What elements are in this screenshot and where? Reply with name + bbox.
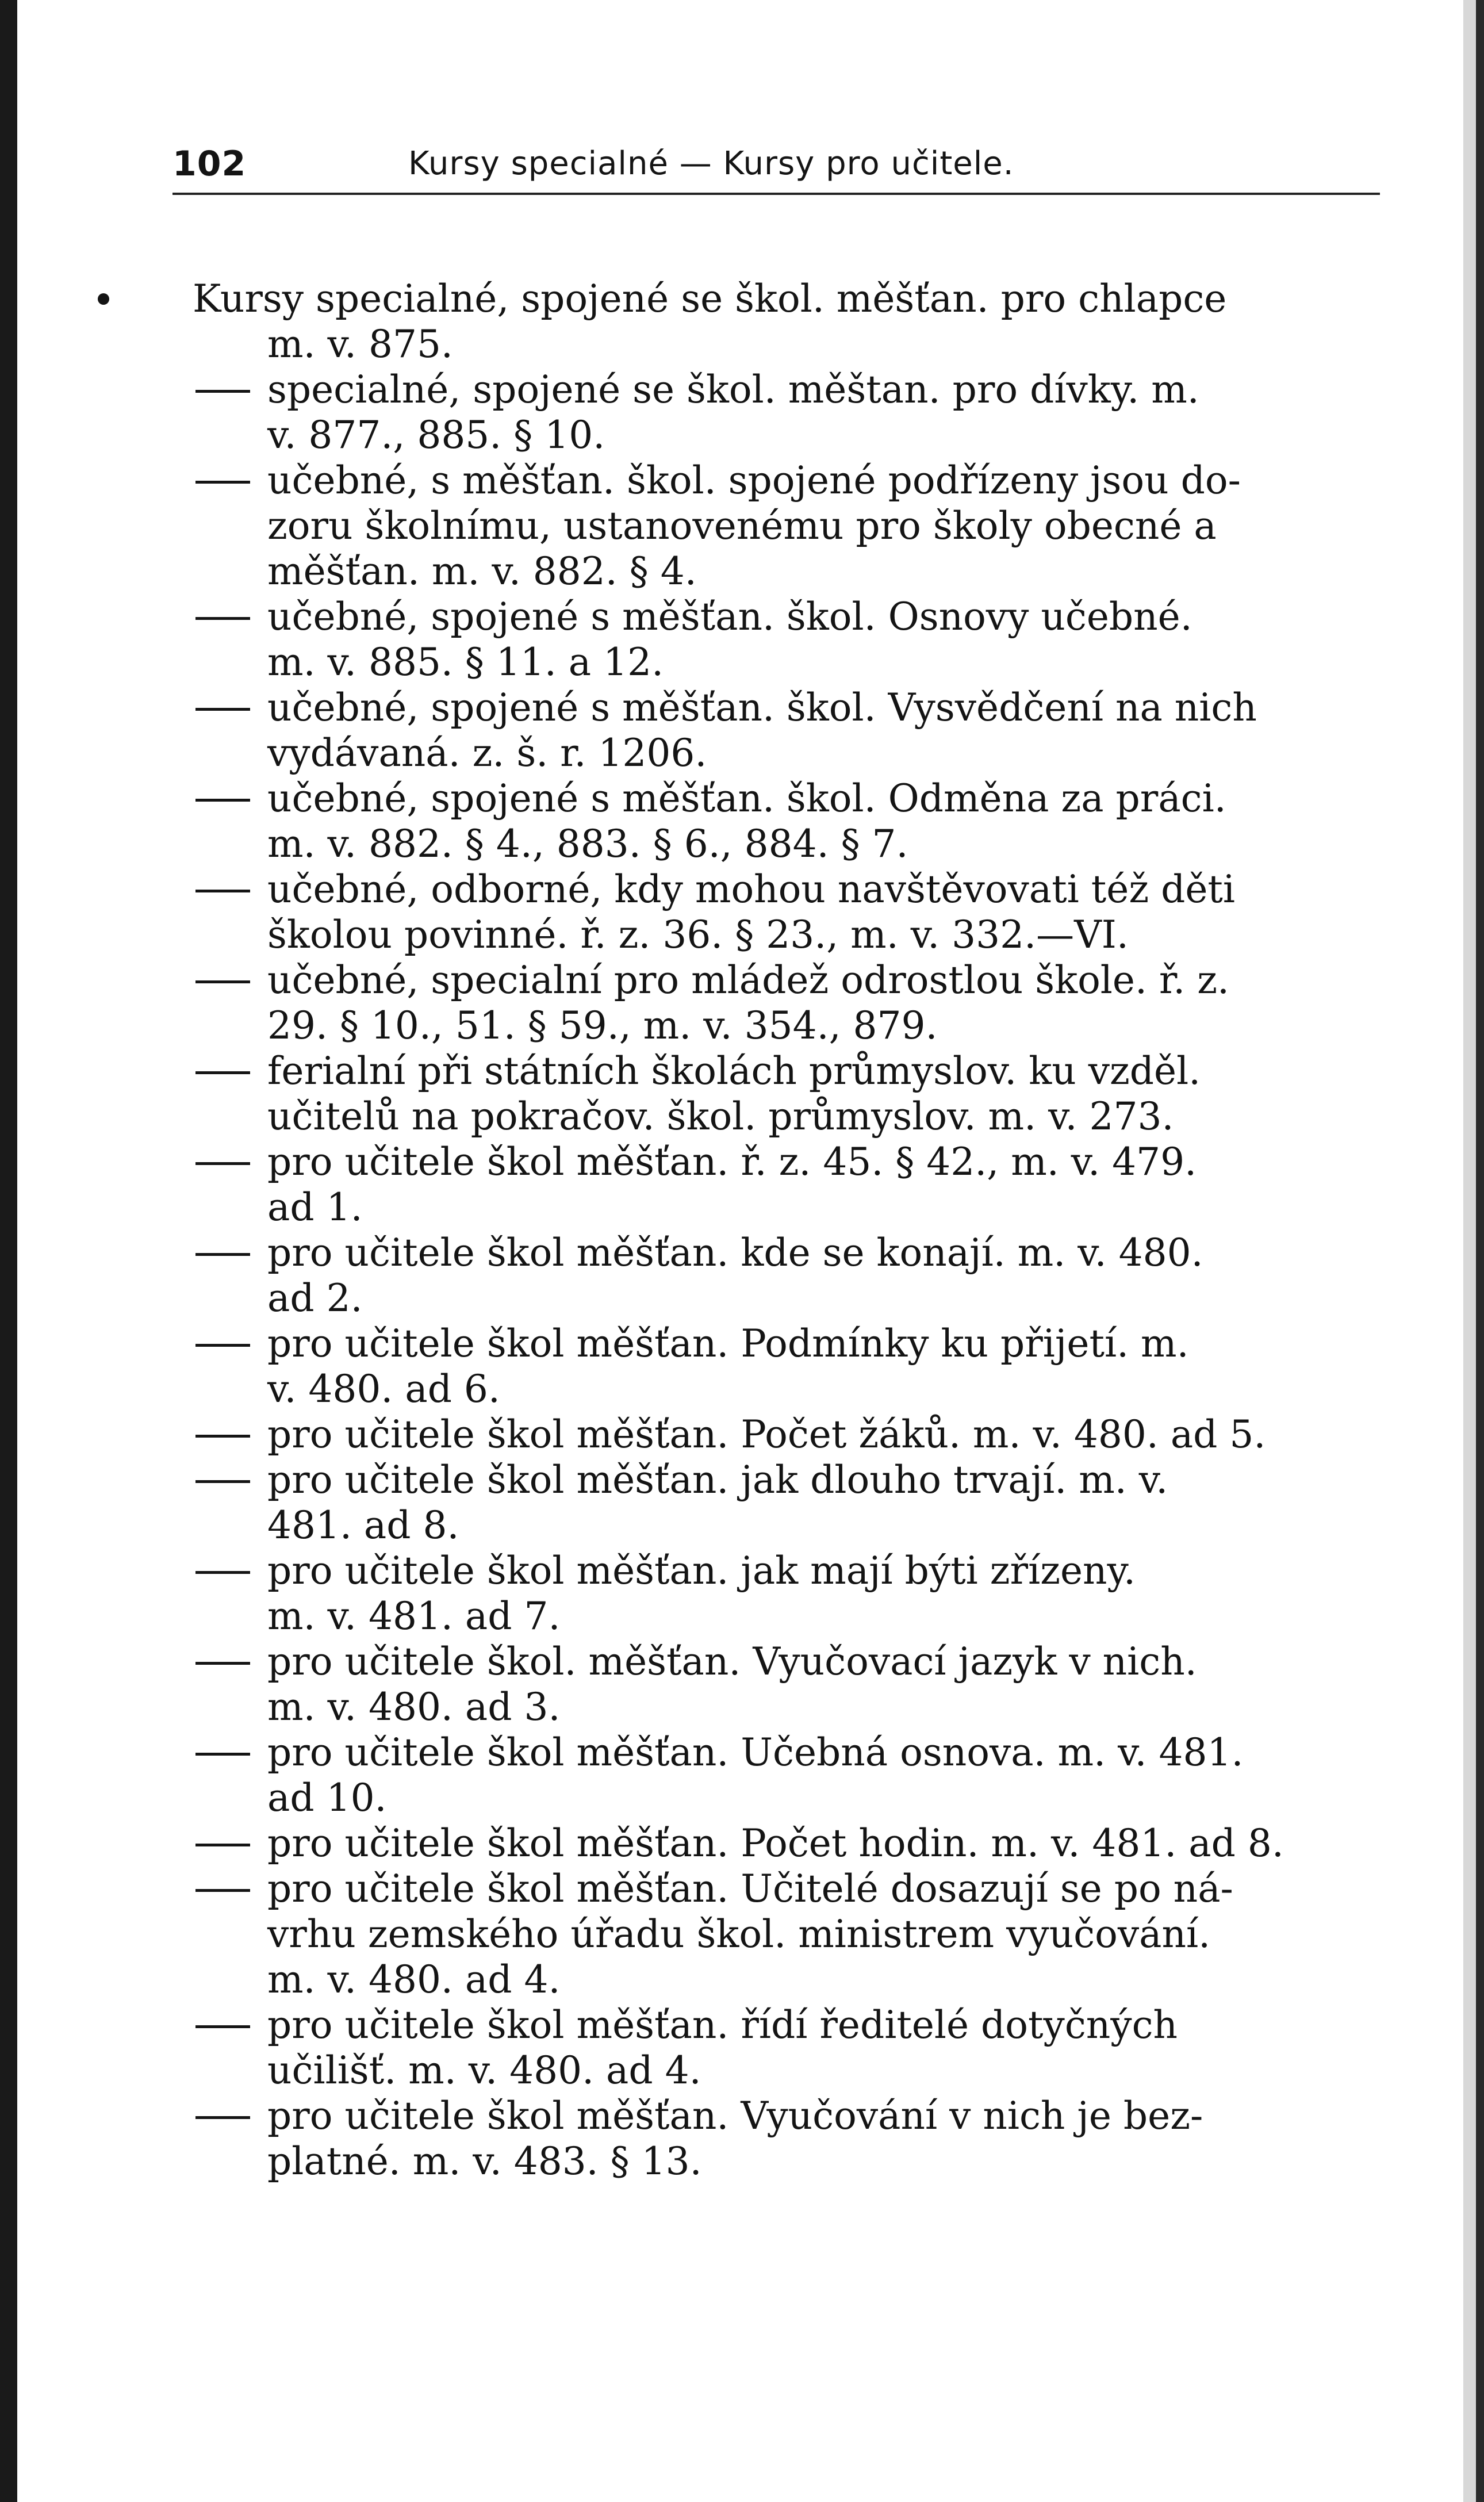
- entry-line: zoru školnímu, ustanovenému pro školy obecné a: [267, 504, 1217, 548]
- index-entry: [172, 1548, 1386, 1639]
- index-entry: [172, 685, 1386, 776]
- entry-line: pro učitele škol měšťan. Počet hodin. m. v. 481. ad 8.: [267, 1821, 1284, 1865]
- index-entry: [172, 776, 1386, 867]
- entry-line: m. v. 885. § 11. a 12.: [267, 640, 664, 684]
- entry-line: platné. m. v. 483. § 13.: [267, 2139, 702, 2183]
- entry-line: v. 877., 885. § 10.: [267, 413, 605, 457]
- entry-line: specialné, spojené se škol. měštan. pro dívky. m.: [267, 367, 1199, 412]
- entry-line: ferialní při státních školách průmyslov. ku vzděl.: [267, 1049, 1201, 1093]
- entry-line: pro učitele škol měšťan. Počet žáků. m. v. 480. ad 5.: [267, 1412, 1266, 1457]
- index-entry: [172, 2002, 1386, 2093]
- index-entry: [172, 2093, 1386, 2184]
- entry-line: pro učitele škol měšťan. Učebná osnova. m. v. 481.: [267, 1730, 1244, 1775]
- entry-line: školou povinné. ř. z. 36. § 23., m. v. 332.—VI.: [267, 913, 1129, 957]
- entry-line: 481. ad 8.: [267, 1503, 459, 1547]
- index-entry: [172, 957, 1386, 1048]
- page-header: [172, 144, 1386, 196]
- entry-line: m. v. 480. ad 3.: [267, 1685, 561, 1729]
- index-entry: [172, 276, 1386, 367]
- entry-line: vrhu zemského úřadu škol. ministrem vyučování.: [267, 1912, 1211, 1956]
- entry-line: ad 1.: [267, 1185, 363, 1229]
- entry-line: učitelů na pokračov. škol. průmyslov. m. v. 273.: [267, 1094, 1174, 1139]
- entry-line: Kursy specialné, spojené se škol. měšťan. pro chlapce: [193, 277, 1227, 321]
- entry-line: m. v. 875.: [267, 322, 453, 366]
- index-entry: [172, 1639, 1386, 1730]
- entry-line: pro učitele škol měšťan. Učitelé dosazují se po ná-: [267, 1867, 1233, 1911]
- entry-line: 29. § 10., 51. § 59., m. v. 354., 879.: [267, 1003, 938, 1048]
- entry-line: pro učitele škol měšťan. kde se konají. m. v. 480.: [267, 1231, 1203, 1275]
- running-head: Kursy specialné — Kursy pro učitele.: [408, 145, 1014, 182]
- entry-line: v. 480. ad 6.: [267, 1367, 500, 1411]
- entry-line: ad 2.: [267, 1276, 363, 1320]
- index-entry: [172, 1048, 1386, 1139]
- entry-line: pro učitele škol měšťan. Podmínky ku přijetí. m.: [267, 1321, 1189, 1366]
- header-rule: [172, 193, 1380, 195]
- entry-line: učilišť. m. v. 480. ad 4.: [267, 2048, 701, 2093]
- entry-line: učebné, spojené s měšťan. škol. Odměna za práci.: [267, 776, 1226, 821]
- entry-line: měšťan. m. v. 882. § 4.: [267, 549, 697, 593]
- entry-line: m. v. 882. § 4., 883. § 6., 884. § 7.: [267, 822, 908, 866]
- entry-line: pro učitele škol měšťan. ř. z. 45. § 42., m. v. 479.: [267, 1140, 1197, 1184]
- index-entry: [172, 1730, 1386, 1821]
- entry-line: učebné, spojené s měšťan. škol. Vysvědčení na nich: [267, 685, 1257, 730]
- entry-line: vydávaná. z. š. r. 1206.: [267, 731, 707, 775]
- index-entry: [172, 1321, 1386, 1412]
- index-entries: [172, 276, 1386, 2184]
- index-entry: [172, 1139, 1386, 1230]
- index-entry: [172, 867, 1386, 957]
- index-entry: [172, 1457, 1386, 1548]
- entry-line: m. v. 481. ad 7.: [267, 1594, 561, 1638]
- entry-line: pro učitele škol. měšťan. Vyučovací jazyk v nich.: [267, 1639, 1197, 1684]
- index-entry: [172, 458, 1386, 594]
- entry-line: pro učitele škol měšťan. řídí ředitelé dotyčných: [267, 2003, 1178, 2047]
- page-number: 102: [172, 144, 247, 184]
- entry-line: učebné, spojené s měšťan. škol. Osnovy učebné.: [267, 595, 1192, 639]
- entry-line: pro učitele škol měšťan. jak dlouho trvají. m. v.: [267, 1458, 1168, 1502]
- entry-line: učebné, odborné, kdy mohou navštěvovati též děti: [267, 867, 1236, 911]
- index-entry: [172, 1866, 1386, 2002]
- scan-border-right-dark: [1476, 0, 1484, 2502]
- index-entry: [172, 367, 1386, 458]
- scan-border-left: [0, 0, 17, 2502]
- entry-line: učebné, s měšťan. škol. spojené podřízeny jsou do-: [267, 458, 1241, 503]
- book-page: [172, 144, 1386, 2183]
- entry-line: m. v. 480. ad 4.: [267, 1957, 561, 2002]
- index-entry: [172, 1412, 1386, 1457]
- bullet-mark: [98, 293, 109, 305]
- entry-line: ad 10.: [267, 1776, 387, 1820]
- index-entry: [172, 1821, 1386, 1866]
- entry-line: učebné, specialní pro mládež odrostlou škole. ř. z.: [267, 958, 1229, 1002]
- entry-line: pro učitele škol měšťan. Vyučování v nich je bez-: [267, 2094, 1203, 2138]
- index-entry: [172, 594, 1386, 685]
- index-entry: [172, 1230, 1386, 1321]
- entry-line: pro učitele škol měšťan. jak mají býti zřízeny.: [267, 1549, 1136, 1593]
